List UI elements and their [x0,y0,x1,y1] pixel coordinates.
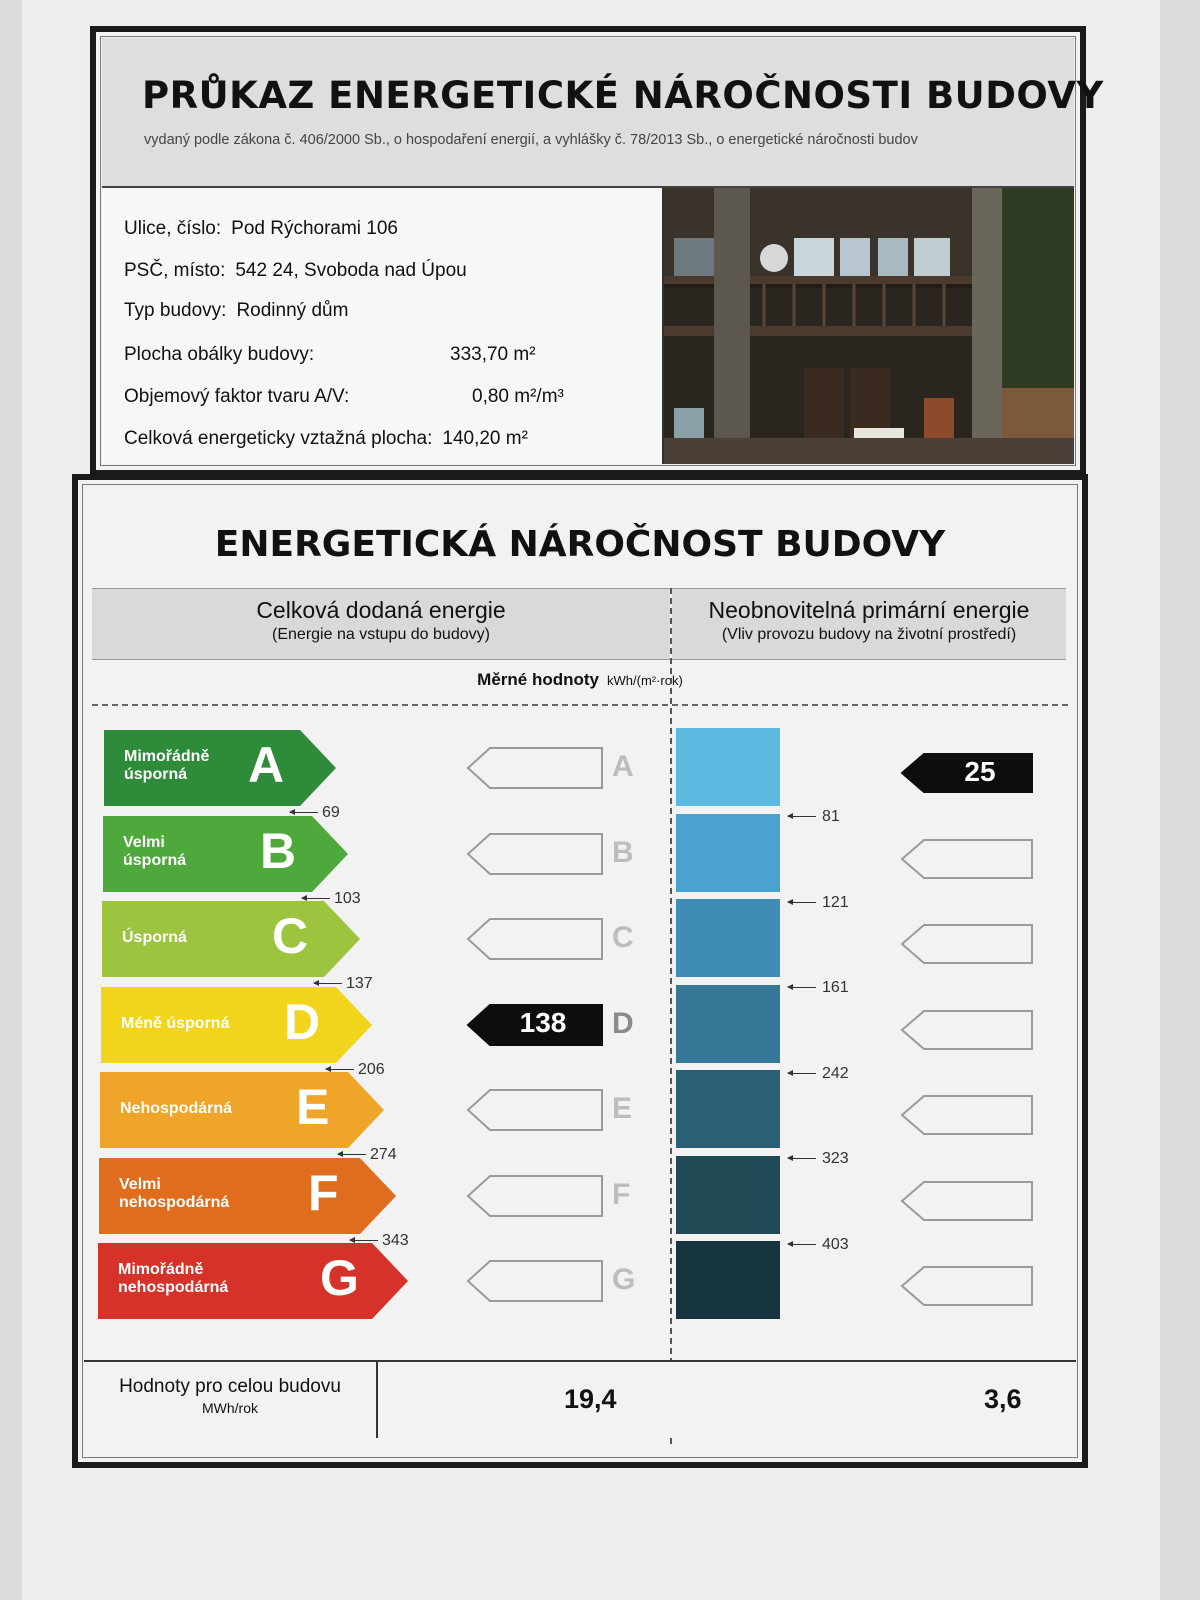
rating-band-e [100,1072,384,1148]
primary-energy-subtitle: (Vliv provozu budovy na životní prostředí) [721,626,1017,643]
primary-threshold [788,979,849,997]
rating-band-name-line: Velmi [119,1175,161,1193]
primary-energy-block-c [676,899,780,977]
primary-threshold [788,808,840,826]
rating-band-letter: G [320,1250,359,1306]
type-label: Typ budovy: [124,300,227,321]
threshold-value: 242 [822,1064,849,1082]
threshold-arrow-icon [788,1244,816,1245]
threshold-value: 81 [822,808,840,825]
rating-band-name-line: nehospodárná [119,1193,230,1211]
rating-band-a [104,730,336,806]
rating-band-name [121,1015,229,1033]
threshold-arrow-icon [788,987,816,988]
rating-band-name-line: úsporná [124,766,188,783]
rating-band-name [120,1100,232,1118]
delivered-energy-slot-b [466,832,604,876]
units-row [92,658,1068,706]
delivered-energy-value: 138 [519,1006,567,1038]
rating-band-g [98,1243,408,1319]
delivered-energy-slot-f [466,1174,604,1218]
section-title: ENERGETICKÁ NÁROČNOST BUDOVY [214,524,946,565]
street-row [124,218,398,240]
primary-threshold [788,1150,849,1168]
type-value: Rodinný dům [236,300,349,321]
threshold-arrow-icon [788,1158,816,1159]
threshold-value: 323 [822,1150,849,1167]
primary-energy-slot-c [900,923,1034,965]
primary-energy-header [672,588,1066,660]
primary-total: 3,6 [984,1384,1022,1414]
primary-energy-block-d [676,985,780,1063]
street-label: Ulice, číslo: [124,218,222,239]
area-row [124,344,624,366]
primary-energy-block-f [676,1156,780,1234]
rating-band-name-line: úsporná [123,851,187,869]
threshold-value: 137 [346,975,373,992]
rating-band-name [118,1261,228,1297]
primary-energy-value: 25 [964,756,996,787]
rating-band-name-line: Mimořádně [124,748,210,765]
rating-band-c [102,901,360,977]
delivered-class-letter: A [612,750,634,783]
rating-band-name-line: Velmi [123,833,165,851]
delivered-total: 19,4 [564,1384,617,1414]
city-row [124,260,467,282]
delivered-class-letter: F [612,1177,631,1211]
delivered-energy-title: Celková dodaná energie [256,597,506,623]
rating-band-letter: B [260,822,297,879]
primary-energy-slot-f [900,1180,1034,1222]
energy-rating-box [72,474,1088,1468]
delivered-threshold [314,975,373,993]
rating-band-name [124,748,209,784]
ref-area-value: 140,20 m² [442,428,528,449]
primary-energy-block-e [676,1070,780,1148]
primary-threshold [788,894,849,912]
units-value: kWh/(m²·rok) [607,673,683,688]
factor-row [124,386,624,408]
whole-building-unit: MWh/rok [202,1400,258,1416]
primary-energy-block-b [676,814,780,892]
delivered-class-letter: C [612,921,634,954]
delivered-energy-marker [466,1003,604,1047]
page-title: PRŮKAZ ENERGETICKÉ NÁROČNOSTI BUDOVY [142,74,1104,117]
primary-threshold [788,1236,849,1254]
column-divider [670,588,672,1444]
delivered-class-letter: G [612,1263,636,1296]
rating-band-name-line: nehospodárná [118,1279,229,1296]
threshold-value: 103 [334,889,361,907]
rating-band-name [119,1176,229,1212]
footer-row [84,1360,1076,1438]
primary-energy-slot-e [900,1094,1034,1136]
threshold-value: 69 [322,804,340,821]
whole-building-label [84,1362,378,1438]
page-subtitle: vydaný podle zákona č. 406/2000 Sb., o hospodaření energií, a vyhlášky č. 78/2013 Sb., o energetické náročnosti budov [144,132,918,148]
threshold-value: 206 [358,1060,385,1078]
threshold-value: 343 [382,1231,409,1249]
rating-band-name-line: Úsporná [122,929,187,946]
street-value: Pod Rýchorami 106 [231,218,399,239]
rating-band-letter: D [284,993,321,1050]
threshold-arrow-icon [338,1154,366,1155]
delivered-class-letter: B [612,835,634,869]
threshold-arrow-icon [788,816,816,817]
rating-band-letter: C [272,908,309,964]
rating-band-letter: E [296,1079,330,1135]
delivered-energy-slot-e [466,1088,604,1132]
rating-band-d [101,987,372,1063]
primary-energy-block-g [676,1241,780,1319]
factor-value: 0,80 m²/m³ [472,386,564,407]
threshold-arrow-icon [302,898,330,899]
rating-band-b [103,816,348,892]
delivered-threshold [350,1232,409,1250]
threshold-value: 403 [822,1235,849,1253]
ref-area-label: Celková energeticky vztažná plocha: [124,428,433,449]
primary-energy-marker [900,752,1034,794]
units-label: Měrné hodnoty [477,670,599,689]
building-photo [664,188,1074,464]
threshold-arrow-icon [788,1073,816,1074]
delivered-energy-slot-a [466,746,604,790]
threshold-value: 161 [822,979,849,996]
rating-band-name [123,834,186,870]
city-value: 542 24, Svoboda nad Úpou [235,260,467,281]
delivered-energy-subtitle: (Energie na vstupu do budovy) [272,626,490,643]
city-label: PSČ, místo: [124,260,226,281]
primary-energy-title: Neobnovitelná primární energie [708,597,1030,623]
whole-building-title: Hodnoty pro celou budovu [119,1376,341,1397]
threshold-value: 274 [370,1146,397,1163]
delivered-energy-header [92,588,670,660]
area-value: 333,70 m² [450,344,536,365]
rating-band-letter: F [308,1164,339,1221]
building-info-box [90,26,1104,476]
delivered-energy-slot-c [466,917,604,961]
area-label: Plocha obálky budovy: [124,344,315,365]
rating-band-name [122,929,187,947]
rating-band-name-line: Méně úsporná [121,1014,230,1032]
rating-band-name-line: Mimořádně [118,1261,204,1278]
threshold-value: 121 [822,893,849,911]
delivered-class-letter: E [612,1092,633,1125]
rating-band-letter: A [248,737,285,793]
threshold-arrow-icon [350,1240,378,1241]
delivered-energy-slot-g [466,1259,604,1303]
threshold-arrow-icon [314,983,342,984]
primary-energy-slot-d [900,1009,1034,1051]
rating-band-name-line: Nehospodárná [120,1100,233,1117]
building-info-panel [102,188,664,464]
ref-area-row [124,428,624,450]
threshold-arrow-icon [788,902,816,903]
certificate-header [102,38,1104,188]
threshold-arrow-icon [326,1069,354,1070]
delivered-threshold [302,890,361,908]
threshold-arrow-icon [290,812,318,813]
delivered-threshold [326,1061,385,1079]
primary-energy-block-a [676,728,780,806]
factor-label: Objemový faktor tvaru A/V: [124,386,350,407]
delivered-threshold [290,804,340,822]
delivered-threshold [338,1146,397,1164]
primary-energy-slot-b [900,838,1034,880]
primary-threshold [788,1065,849,1083]
delivered-class-letter: D [612,1006,634,1040]
rating-band-f [99,1158,396,1234]
type-row [124,300,348,322]
primary-energy-slot-g [900,1265,1034,1307]
